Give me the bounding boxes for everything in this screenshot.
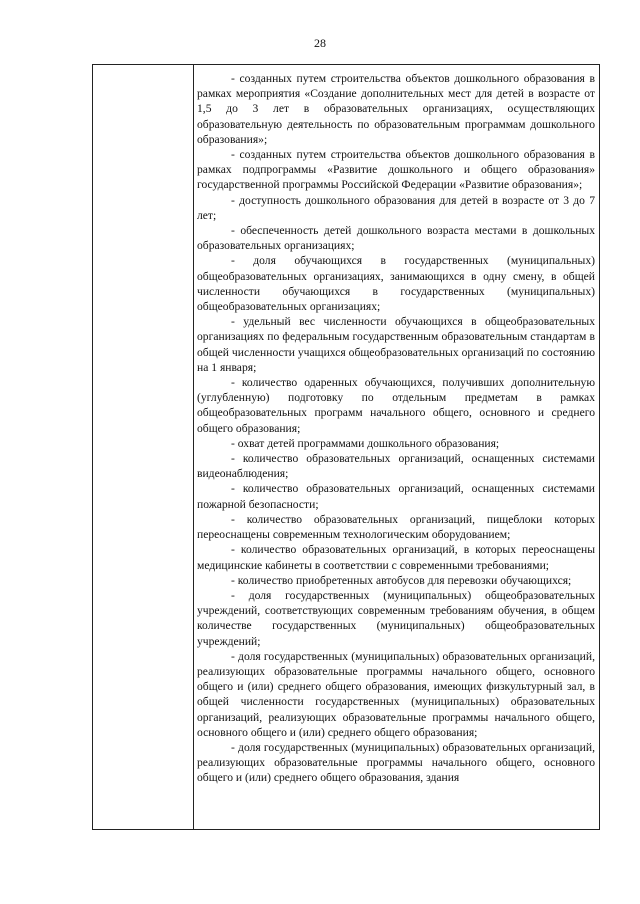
column-divider	[193, 65, 194, 829]
indicator-paragraph: - количество одаренных обучающихся, получивших дополнительную (углубленную) подготовку по отдельным предметам в рамках общеобразовательных программ начального общего, основного и среднего общего образования;	[197, 376, 595, 435]
indicator-paragraph: - созданных путем строительства объектов дошкольного образования в рамках подпрограммы «Развитие дошкольного и общего образования» государственной программы Российской Федерации «Развитие образования»;	[197, 148, 595, 192]
indicator-paragraph: - доля государственных (муниципальных) образовательных организаций, реализующих образовательные программы начального общего, основного общего и (или) среднего общего образования, имеющих физкультурный зал, в общей численности государственных (муниципальных) образовательных организаций, реализующих образовательные программы начального общего, основного общего и (или) среднего общего образования;	[197, 649, 595, 739]
page-number: 28	[314, 36, 326, 50]
indicator-paragraph: - доступность дошкольного образования для детей в возрасте от 3 до 7 лет;	[197, 193, 595, 222]
indicator-paragraph: - доля государственных (муниципальных) образовательных организаций, реализующих образовательные программы начального общего, основного общего и (или) среднего общего образования, здания	[197, 740, 595, 785]
indicator-paragraph: - количество приобретенных автобусов для перевозки обучающихся;	[231, 573, 572, 587]
indicator-paragraph: - количество образовательных организаций, в которых переоснащены медицинские кабинеты в соответствии с современными требованиями;	[197, 543, 595, 572]
indicator-paragraph: - доля государственных (муниципальных) общеобразовательных учреждений, соответствующих современным требованиям обучения, в общем количестве государственных (муниципальных) общеобразовательных учреждений;	[197, 588, 595, 648]
indicator-paragraph: - созданных путем строительства объектов дошкольного образования в рамках мероприятия «Создание дополнительных мест для детей в возрасте от 1,5 до 3 лет в образовательных организациях, осуществляющих образовательную деятельность по образовательным программам дошкольного образования»;	[197, 72, 595, 146]
indicator-paragraph: - обеспеченность детей дошкольного возраста местами в дошкольных образовательных организациях;	[197, 224, 595, 253]
indicator-paragraph: - количество образовательных организаций, оснащенных системами видеонаблюдения;	[197, 452, 595, 481]
table-cell-indicators	[197, 71, 595, 825]
indicator-paragraph: - количество образовательных организаций, пищеблоки которых переоснащены современным технологическим оборудованием;	[197, 512, 595, 542]
indicator-paragraph: - охват детей программами дошкольного образования;	[231, 436, 500, 450]
indicator-paragraph: - удельный вес численности обучающихся в общеобразовательных организациях по федеральным государственным образовательным стандартам в общей численности учащихся общеобразовательных организаций по состоянию на 1 января;	[197, 315, 595, 374]
table	[92, 64, 600, 830]
indicator-paragraph: - количество образовательных организаций, оснащенных системами пожарной безопасности;	[197, 482, 595, 511]
indicator-paragraph: - доля обучающихся в государственных (муниципальных) общеобразовательных организациях, занимающихся в одну смену, в общей численности обучающихся в государственных (муниципальных) общеобразовательных организациях;	[197, 254, 595, 314]
